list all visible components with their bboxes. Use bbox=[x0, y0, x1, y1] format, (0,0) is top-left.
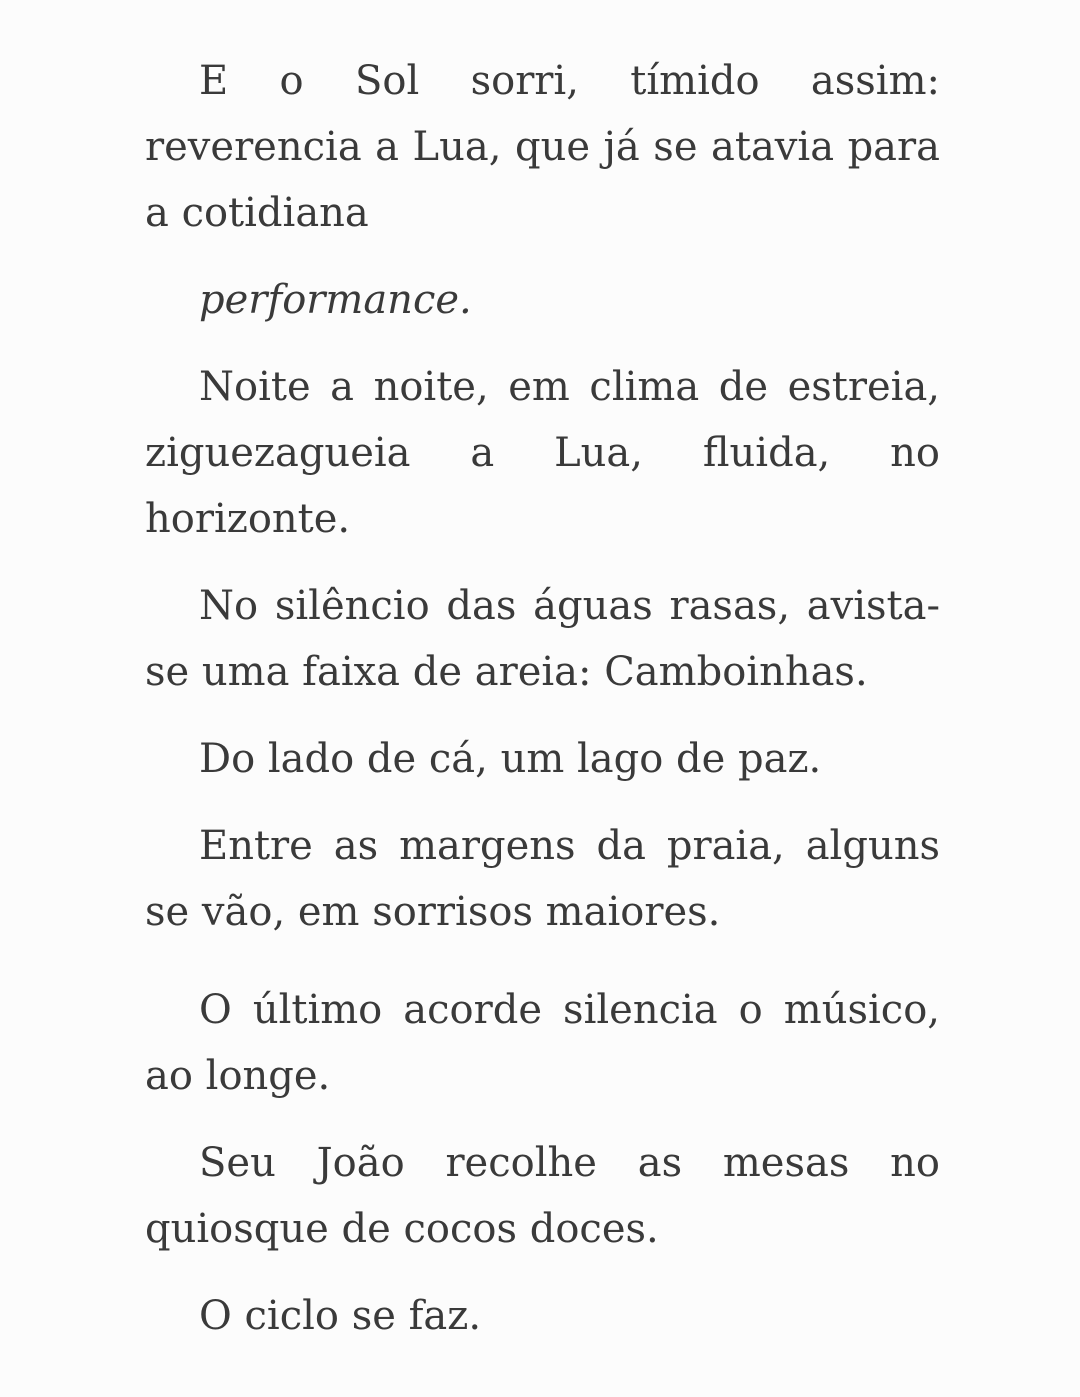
paragraph-4: No silêncio das águas rasas, avista-se uma faixa de areia: Camboinhas. bbox=[145, 583, 940, 695]
paragraph-5: Do lado de cá, um lago de paz. bbox=[199, 736, 822, 782]
paragraph-8: Seu João recolhe as mesas no quiosque de cocos doces. bbox=[145, 1140, 940, 1252]
paragraph-9: O ciclo se faz. bbox=[199, 1293, 482, 1339]
paragraph-2: performance. bbox=[199, 277, 472, 323]
paragraph-6: Entre as margens da praia, alguns se vão, em sorrisos maiores. bbox=[145, 823, 940, 935]
text-body bbox=[145, 48, 940, 1370]
paragraph-7: O último acorde silencia o músico, ao longe. bbox=[145, 987, 940, 1099]
paragraph-3: Noite a noite, em clima de estreia, ziguezagueia a Lua, fluida, no horizonte. bbox=[145, 364, 940, 542]
paragraph-1: E o Sol sorri, tímido assim: reverencia a Lua, que já se atavia para a cotidiana bbox=[145, 58, 940, 236]
